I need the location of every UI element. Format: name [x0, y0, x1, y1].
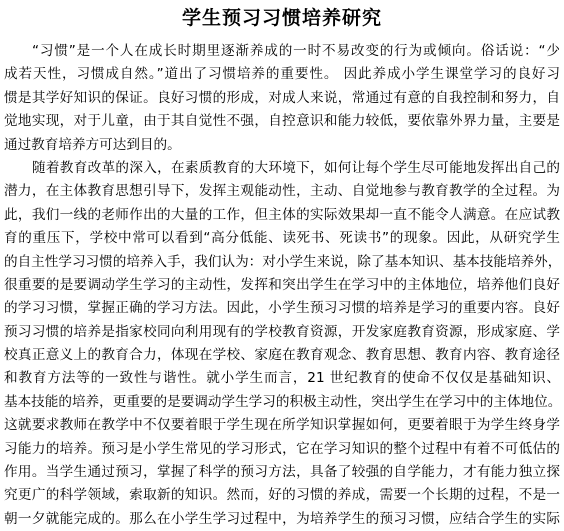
paragraph-2-line-4: 育的重压下，学校中常可以看到“高分低能、读死书、死读书”的现象。因此，从研究学生	[4, 230, 560, 247]
document-title: 学生预习习惯培养研究	[181, 7, 382, 29]
paragraph-2-line-11: 基本技能的培养，更重要的是要调动学生学习的积极主动性，突出学生在学习中的主体地位。	[4, 393, 562, 410]
paragraph-2-line-2: 潜力，在主体教育思想引导下，发挥主观能动性，主动、自觉地参与教育教学的全过程。为	[4, 183, 560, 200]
paragraph-2-line-8: 预习习惯的培养是指家校同向利用现有的学校教育资源，开发家庭教育资源，形成家庭、学	[4, 323, 560, 340]
paragraph-2-line-9: 校真正意义上的教育合力，体现在学校、家庭在教育观念、教育思想、教育内容、教育途径	[4, 347, 560, 364]
paragraph-2-line-3: 此，我们一线的老师作出的大量的工作，但主体的实际效果却一直不能令人满意。在应试教	[4, 206, 560, 223]
document-body	[0, 40, 564, 531]
paragraph-2-line-7: 的学习习惯，掌握正确的学习方法。因此，小学生预习习惯的培养是学习的重要内容。良好	[4, 300, 560, 317]
paragraph-2-line-13: 习能力的培养。预习是小学生常见的学习形式，它在学习知识的整个过程中有着不可低估的	[4, 440, 560, 457]
paragraph-2-line-16: 朝一夕就能完成的。那么在小学生学习过程中，为培养学生的预习习惯，应结合学生的实际	[4, 510, 560, 527]
paragraph-2-line-5: 的自主性学习习惯的培养入手，我们认为：对小学生来说，除了基本知识、基本技能培养外，	[4, 253, 562, 270]
paragraph-2-line-10: 和教育方法等的一致性与谐性。就小学生而言，21 世纪教育的使命不仅仅是基础知识、	[4, 370, 560, 387]
paragraph-1-line-1: “习惯”是一个人在成长时期里逐渐养成的一时不易改变的行为或倾向。俗话说：“少	[32, 43, 560, 59]
paragraph-1-line-4: 觉地实现，对于儿童，由于其自觉性不强，自控意识和能力较低，要依靠外界力量，主要是	[4, 113, 560, 130]
paragraph-2-line-14: 作用。当学生通过预习，掌握了科学的预习方法，具备了较强的自学能力，才有能力独立探	[4, 464, 560, 481]
paragraph-2-line-6: 很重要的是要调动学生学习的主动性，发挥和突出学生在学习中的主体地位，培养他们良好	[4, 276, 560, 293]
paragraph-2-line-1: 随着教育改革的深入，在素质教育的大环境下，如何让每个学生尽可能地发挥出自己的	[32, 159, 560, 176]
paragraph-2-line-15: 究更广的科学领域，索取新的知识。然而，好的习惯的养成，需要一个长期的过程，不是一	[4, 487, 560, 504]
paragraph-2-line-12: 这就要求教师在教学中不仅要着眼于学生现在所学知识掌握如何，更要着眼于为学生终身学	[4, 417, 560, 434]
paragraph-1-line-5: 通过教育培养方可达到目的。	[4, 136, 181, 153]
paragraph-1-line-2: 成若天性，习惯成自然。”道出了习惯培养的重要性。 因此养成小学生课堂学习的良好习	[4, 66, 560, 83]
paragraph-1-line-3: 惯是其学好知识的保证。良好习惯的形成，对成人来说，常通过有意的自我控制和努力，自	[4, 89, 560, 106]
